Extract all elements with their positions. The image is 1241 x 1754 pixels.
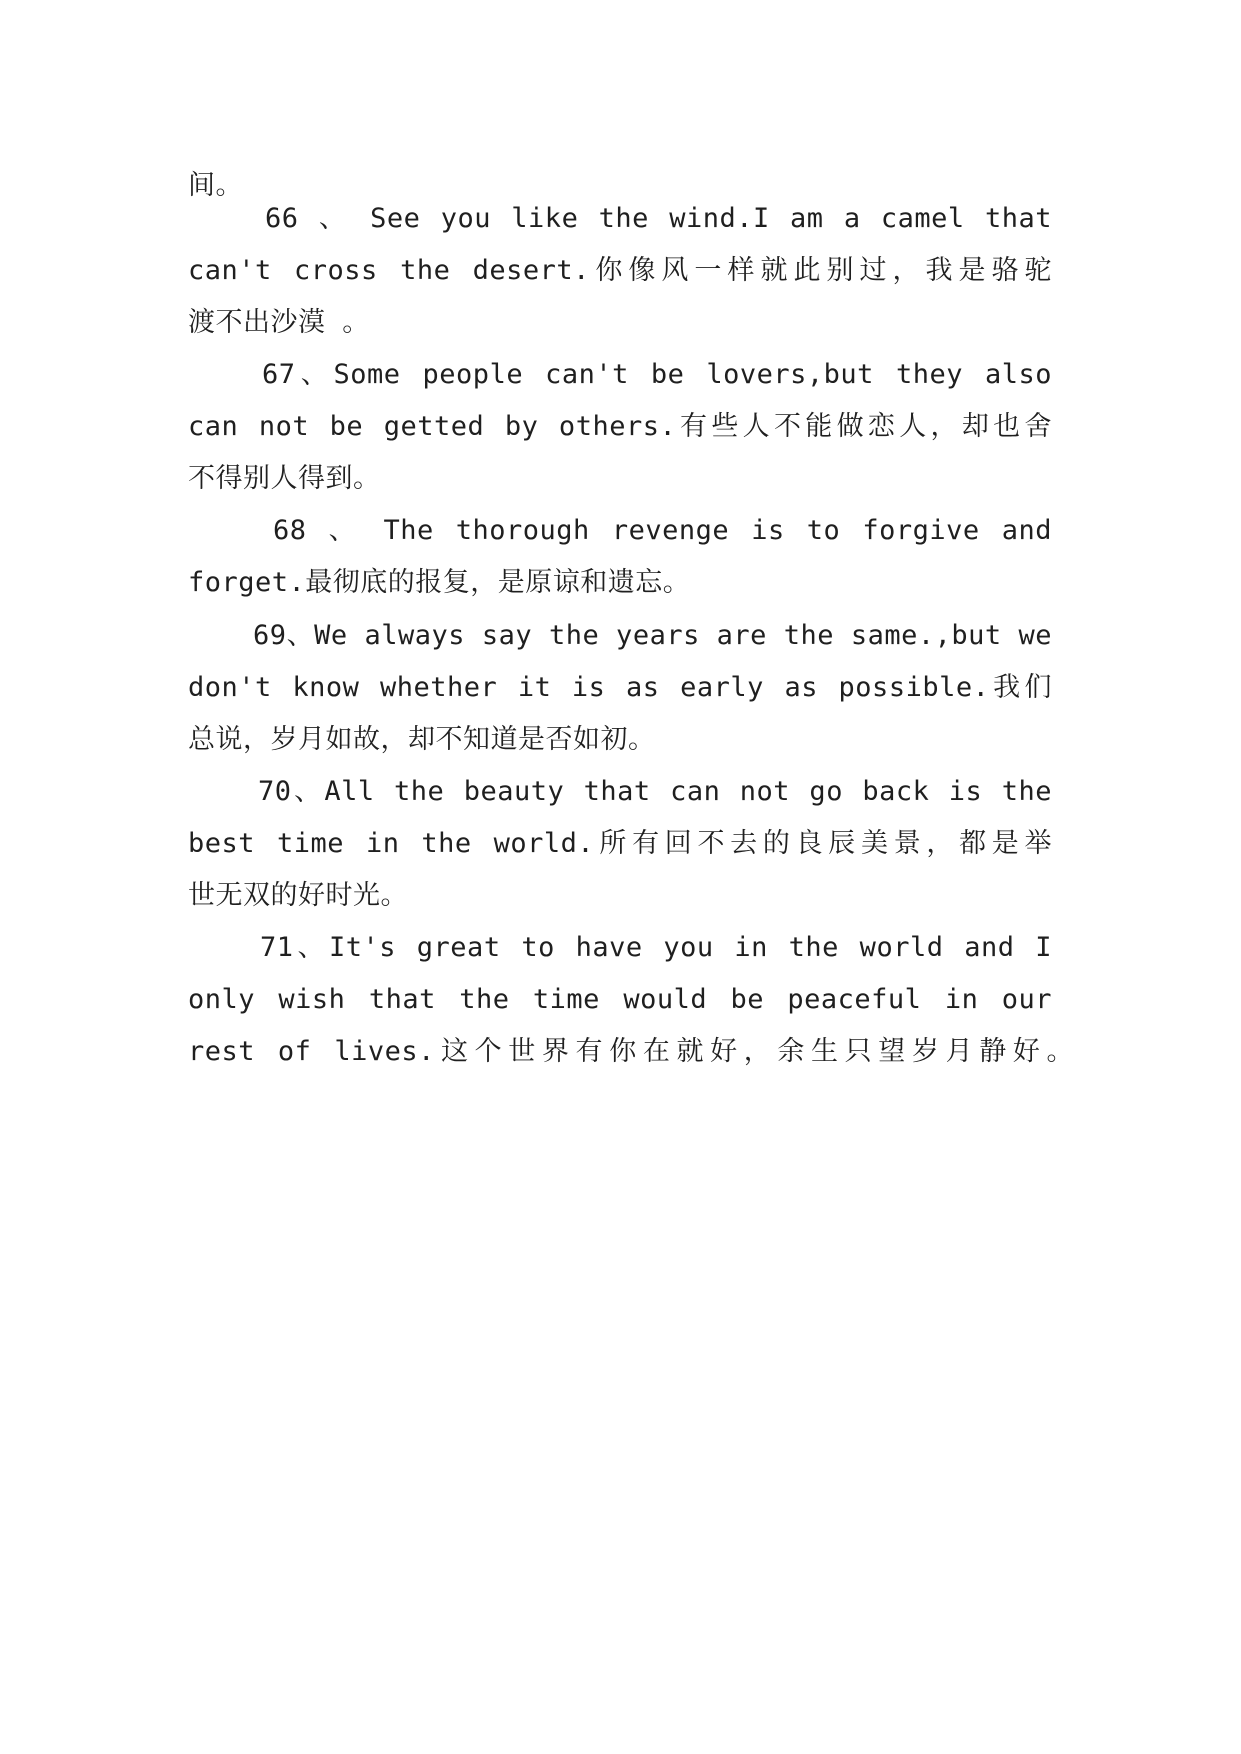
entry-67-line-3: 不得别人得到。 [188,463,381,494]
entry-71-line-3: rest of lives.这个世界有你在就好，余生只望岁月静好。 [188,1036,1074,1067]
entry-67-line-2: can not be getted by others.有些人不能做恋人，却也舍 [188,411,1052,442]
entry-71-line-2: only wish that the time would be peaceful in our [188,984,1052,1015]
continued-text-line: 间。 [188,170,243,201]
entry-66-line-2: can't cross the desert.你像风一样就此别过，我是骆驼 [188,255,1052,286]
entry-70-line-1: 70、All the beauty that can not go back is the [258,776,1052,807]
entry-66-line-3: 渡不出沙漠 。 [188,307,370,338]
entry-71-line-1: 71、It's great to have you in the world and I [260,932,1052,963]
entry-67-line-1: 67、Some people can't be lovers,but they also [262,359,1052,390]
entry-70-line-2: best time in the world.所有回不去的良辰美景，都是举 [188,828,1052,859]
entry-69-line-2: don't know whether it is as early as possible.我们 [188,672,1052,703]
entry-69-line-1: 69、We always say the years are the same.,but we [253,620,1052,651]
entry-66-line-1: 66 、 See you like the wind.I am a camel that [265,203,1052,234]
entry-69-line-3: 总说，岁月如故，却不知道是否如初。 [188,724,656,755]
entry-70-line-3: 世无双的好时光。 [188,880,408,911]
entry-68-line-2: forget.最彻底的报复，是原谅和遗忘。 [188,567,691,598]
entry-68-line-1: 68 、 The thorough revenge is to forgive and [273,515,1052,546]
